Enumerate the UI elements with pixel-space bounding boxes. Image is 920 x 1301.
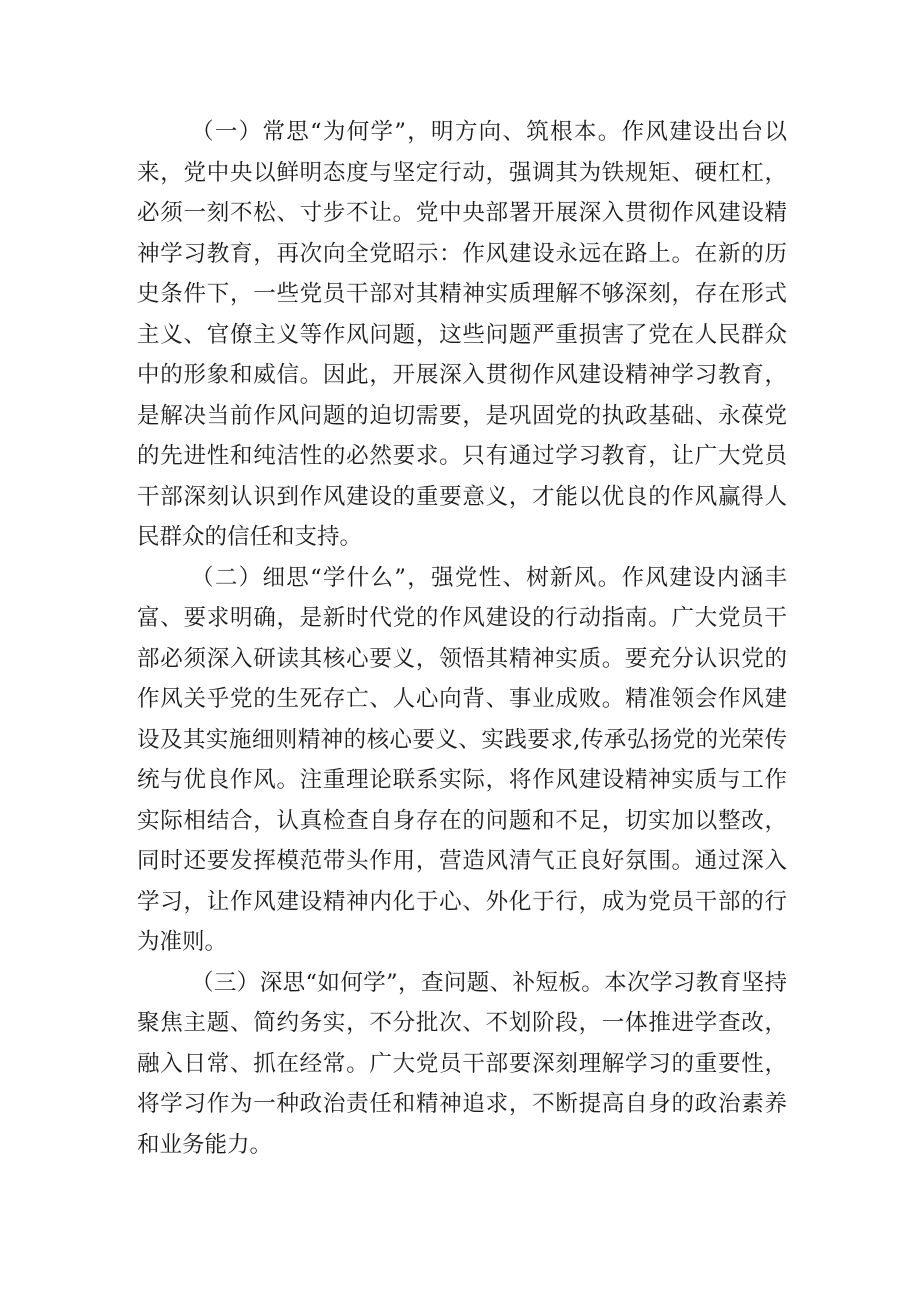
document-body — [137, 112, 787, 1165]
paragraph-how-to-learn: （三）深思“如何学”，查问题、补短板。本次学习教育坚持聚焦主题、简约务实，不分批次、不划阶段，一体推进学查改，融入日常、抓在经常。广大党员干部要深刻理解学习的重要性，将学习作为一种政治责任和精神追求，不断提高自身的政治素养和业务能力。 — [137, 969, 787, 1158]
paragraph-what-to-learn: （二）细思“学什么”，强党性、树新风。作风建设内涵丰富、要求明确，是新时代党的作风建设的行动指南。广大党员干部必须深入研读其核心要义，领悟其精神实质。要充分认识党的作风关乎党的生死存亡、人心向背、事业成败。精准领会作风建设及其实施细则精神的核心要义、实践要求,传承弘扬党的光荣传统与优良作风。注重理论联系实际，将作风建设精神实质与工作实际相结合，认真检查自身存在的问题和不足，切实加以整改，同时还要发挥模范带头作用，营造风清气正良好氛围。通过深入学习，让作风建设精神内化于心、外化于行，成为党员干部的行为准则。 — [137, 564, 787, 955]
paragraph-why-learn: （一）常思“为何学”，明方向、筑根本。作风建设出台以来，党中央以鲜明态度与坚定行动，强调其为铁规矩、硬杠杠，必须一刻不松、寸步不让。党中央部署开展深入贯彻作风建设精神学习教育，再次向全党昭示：作风建设永远在路上。在新的历史条件下，一些党员干部对其精神实质理解不够深刻，存在形式主义、官僚主义等作风问题，这些问题严重损害了党在人民群众中的形象和威信。因此，开展深入贯彻作风建设精神学习教育，是解决当前作风问题的迫切需要，是巩固党的执政基础、永葆党的先进性和纯洁性的必然要求。只有通过学习教育，让广大党员干部深刻认识到作风建设的重要意义，才能以优良的作风赢得人民群众的信任和支持。 — [137, 119, 787, 550]
